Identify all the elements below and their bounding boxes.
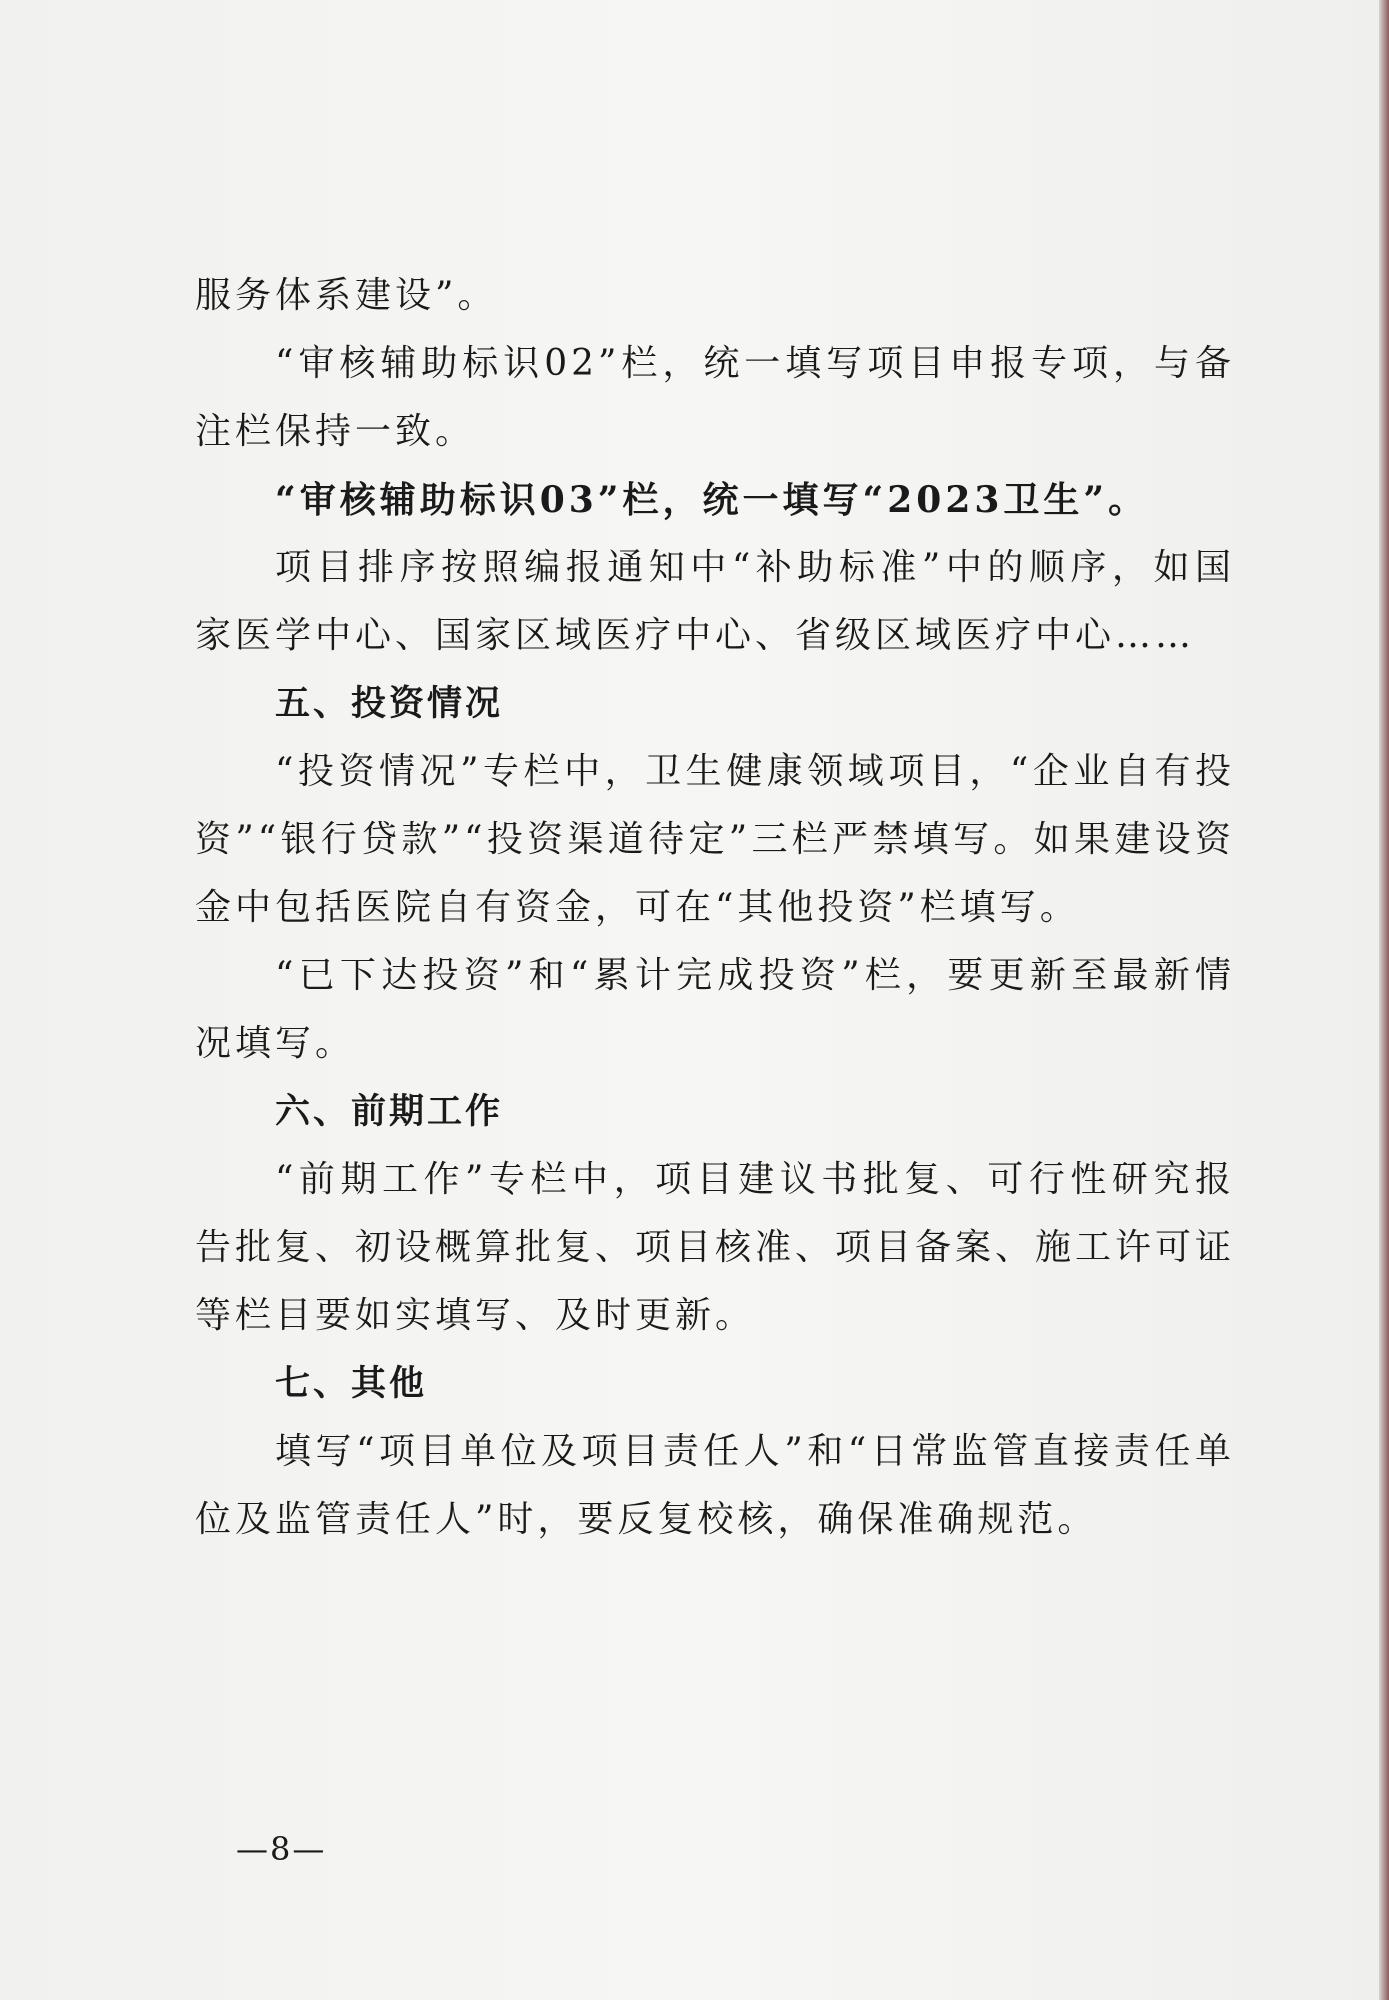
paragraph-audit-03: “审核辅助标识03”栏，统一填写“2023卫生”。 bbox=[275, 479, 1149, 521]
page-edge bbox=[1379, 0, 1389, 2000]
paragraph-preliminary-work: “前期工作”专栏中，项目建议书批复、可行性研究报告批复、初设概算批复、项目核准、项目备案、施工许可证等栏目要如实填写、及时更新。 bbox=[195, 1159, 1236, 1336]
paragraph-other: 填写“项目单位及项目责任人”和“日常监管直接责任单位及监管责任人”时，要反复校核，确保准确规范。 bbox=[195, 1431, 1235, 1540]
section-heading-other: 七、其他 bbox=[275, 1364, 428, 1404]
paragraph-project-order: 项目排序按照编报通知中“补助标准”中的顺序，如国家医学中心、国家区域医疗中心、省级区域医疗中心…… bbox=[195, 547, 1235, 656]
paragraph-audit-02: “审核辅助标识02”栏，统一填写项目申报专项，与备注栏保持一致。 bbox=[195, 343, 1235, 452]
paragraph-investment-1: “投资情况”专栏中，卫生健康领域项目，“企业自有投资”“银行贷款”“投资渠道待定”三栏严禁填写。如果建设资金中包括医院自有资金，可在“其他投资”栏填写。 bbox=[195, 751, 1235, 928]
document-body bbox=[195, 262, 1235, 1554]
section-heading-investment: 五、投资情况 bbox=[275, 684, 504, 724]
section-heading-preliminary-work: 六、前期工作 bbox=[275, 1092, 504, 1132]
paragraph-investment-2: “已下达投资”和“累计完成投资”栏，要更新至最新情况填写。 bbox=[195, 955, 1235, 1064]
page-number: —8— bbox=[236, 1830, 327, 1868]
paragraph-continuation: 服务体系建设”。 bbox=[195, 275, 498, 316]
